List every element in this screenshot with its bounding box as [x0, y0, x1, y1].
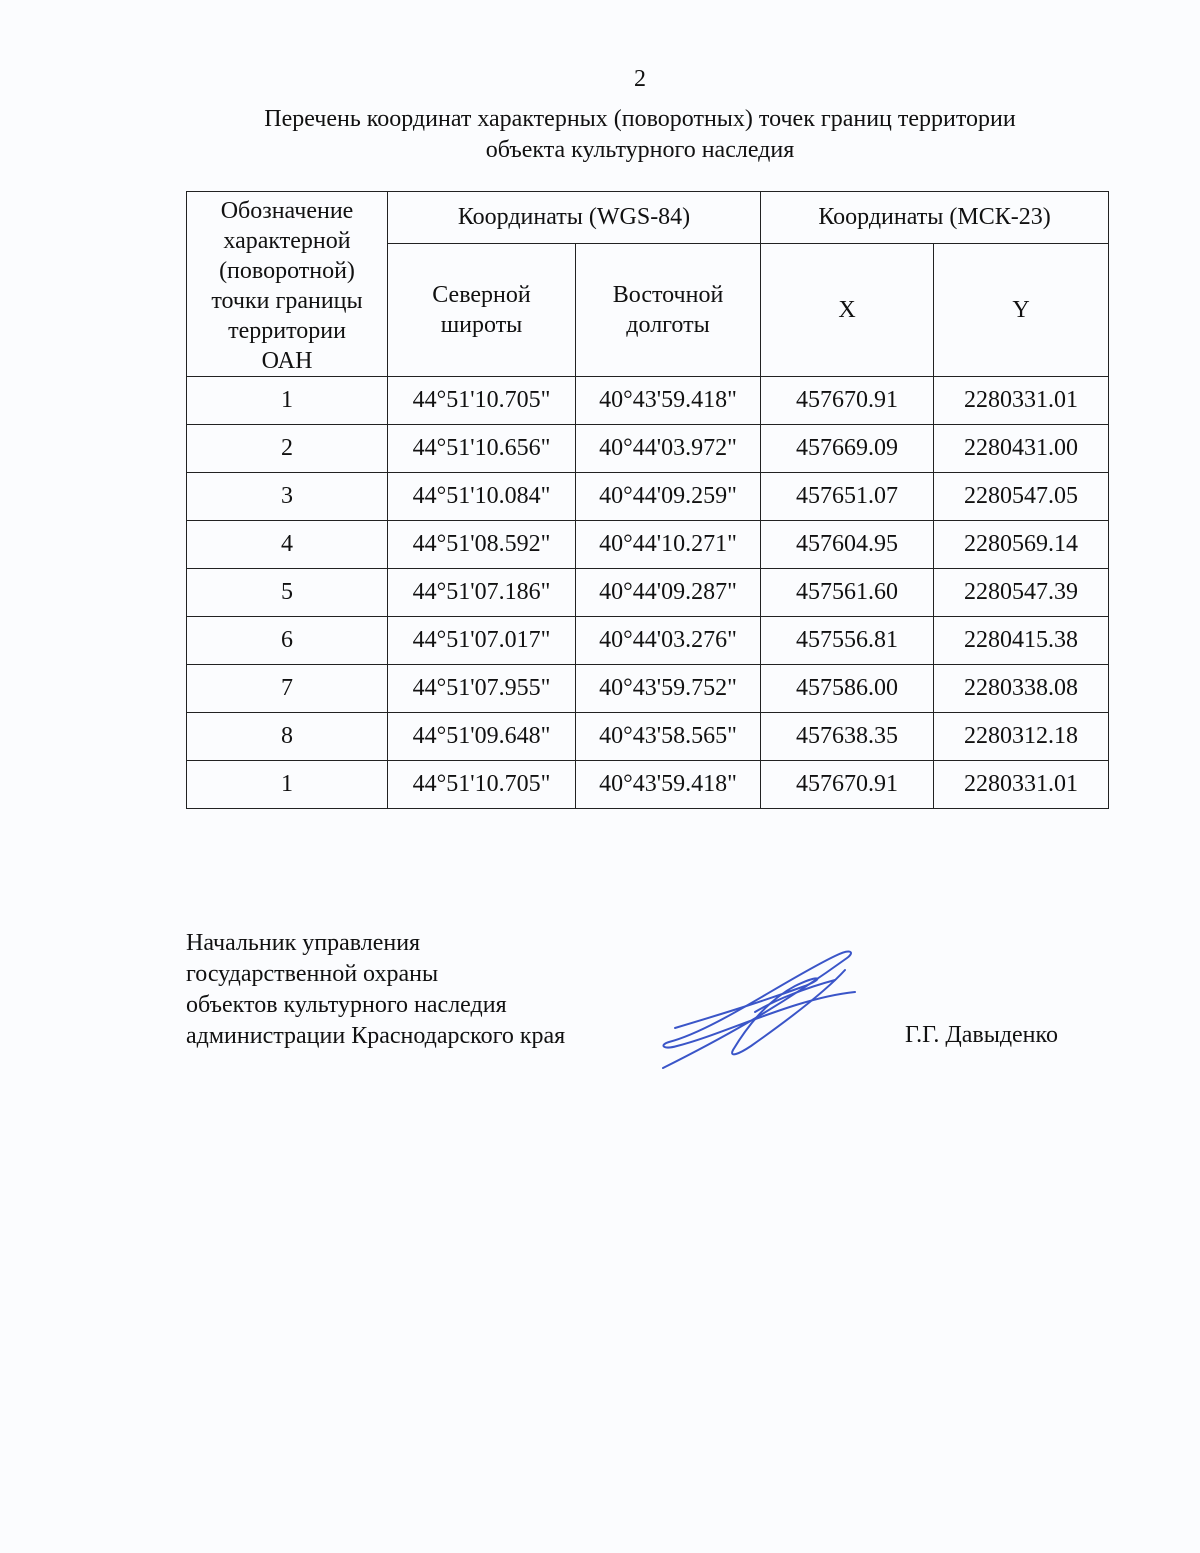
header-north-line: Северной: [432, 281, 531, 308]
cell-x: 457669.09: [761, 425, 934, 473]
cell-latitude: 44°51'10.705": [388, 761, 576, 809]
header-east-line: Восточной: [612, 281, 724, 308]
position-line: государственной охраны: [186, 961, 439, 987]
cell-y: 2280312.18: [934, 713, 1109, 761]
cell-x: 457586.00: [761, 665, 934, 713]
header-point-line: ОАН: [261, 348, 313, 374]
cell-longitude: 40°44'09.259": [576, 473, 761, 521]
header-msk23-group: Координаты (МСК-23): [761, 192, 1109, 244]
handwritten-signature: [655, 950, 870, 1075]
cell-x: 457638.35: [761, 713, 934, 761]
cell-point: 1: [187, 761, 388, 809]
cell-point: 1: [187, 377, 388, 425]
cell-point: 4: [187, 521, 388, 569]
table-row: [187, 617, 1109, 665]
cell-latitude: 44°51'07.186": [388, 569, 576, 617]
cell-latitude: 44°51'08.592": [388, 521, 576, 569]
cell-longitude: 40°43'59.418": [576, 761, 761, 809]
cell-point: 7: [187, 665, 388, 713]
signature-ink: [663, 952, 855, 1068]
cell-y: 2280331.01: [934, 377, 1109, 425]
cell-y: 2280569.14: [934, 521, 1109, 569]
cell-longitude: 40°44'03.972": [576, 425, 761, 473]
table-row: [187, 665, 1109, 713]
cell-y: 2280547.05: [934, 473, 1109, 521]
cell-x: 457670.91: [761, 761, 934, 809]
cell-point: 5: [187, 569, 388, 617]
cell-x: 457561.60: [761, 569, 934, 617]
table-row: [187, 425, 1109, 473]
header-x: X: [761, 243, 934, 377]
cell-point: 2: [187, 425, 388, 473]
cell-point: 8: [187, 713, 388, 761]
table-row: [187, 521, 1109, 569]
cell-latitude: 44°51'07.017": [388, 617, 576, 665]
cell-latitude: 44°51'07.955": [388, 665, 576, 713]
header-point-line: (поворотной): [219, 258, 355, 284]
cell-y: 2280547.39: [934, 569, 1109, 617]
table-row: [187, 569, 1109, 617]
cell-longitude: 40°44'09.287": [576, 569, 761, 617]
signatory-position: [186, 928, 565, 1052]
cell-longitude: 40°44'10.271": [576, 521, 761, 569]
cell-y: 2280338.08: [934, 665, 1109, 713]
cell-y: 2280431.00: [934, 425, 1109, 473]
header-north-latitude: [388, 243, 576, 377]
header-point-line: точки границы: [211, 288, 363, 314]
title-line-2: объекта культурного наследия: [485, 137, 795, 163]
table-row: [187, 473, 1109, 521]
page-number: 2: [634, 66, 646, 92]
header-point-line: характерной: [223, 228, 351, 254]
cell-longitude: 40°43'58.565": [576, 713, 761, 761]
cell-point: 6: [187, 617, 388, 665]
cell-latitude: 44°51'09.648": [388, 713, 576, 761]
coordinates-table: [186, 191, 1109, 809]
table-row: [187, 761, 1109, 809]
cell-latitude: 44°51'10.084": [388, 473, 576, 521]
table-row: [187, 377, 1109, 425]
cell-latitude: 44°51'10.705": [388, 377, 576, 425]
header-y: Y: [934, 243, 1109, 377]
cell-x: 457556.81: [761, 617, 934, 665]
header-east-longitude: [576, 243, 761, 377]
cell-longitude: 40°43'59.752": [576, 665, 761, 713]
header-point-line: Обозначение: [220, 198, 354, 224]
cell-y: 2280415.38: [934, 617, 1109, 665]
cell-latitude: 44°51'10.656": [388, 425, 576, 473]
cell-x: 457604.95: [761, 521, 934, 569]
cell-x: 457651.07: [761, 473, 934, 521]
signatory-name: Г.Г. Давыденко: [905, 1022, 1058, 1048]
header-wgs84-group: Координаты (WGS-84): [388, 192, 761, 244]
header-point-designation: [187, 192, 388, 377]
header-north-line: широты: [440, 311, 523, 338]
cell-longitude: 40°44'03.276": [576, 617, 761, 665]
cell-point: 3: [187, 473, 388, 521]
table-row: [187, 713, 1109, 761]
cell-y: 2280331.01: [934, 761, 1109, 809]
document-title: [100, 104, 1180, 166]
header-point-line: территории: [228, 318, 346, 344]
cell-longitude: 40°43'59.418": [576, 377, 761, 425]
position-line: объектов культурного наследия: [186, 992, 507, 1018]
cell-x: 457670.91: [761, 377, 934, 425]
position-line: администрации Краснодарского края: [186, 1023, 566, 1049]
position-line: Начальник управления: [186, 930, 421, 956]
title-line-1: Перечень координат характерных (поворотных) точек границ территории: [264, 106, 1016, 132]
header-east-line: долготы: [626, 311, 710, 338]
table-header-row-1: [187, 192, 1109, 244]
